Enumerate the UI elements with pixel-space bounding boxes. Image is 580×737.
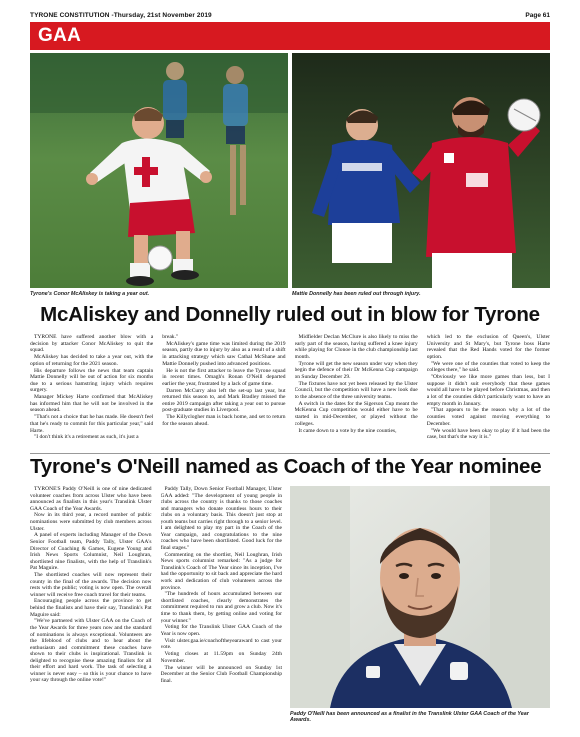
- article1-column-4: [427, 334, 550, 452]
- paragraph: A switch in the dates for the Sigerson Cup meant the McKenna Cup competition would either have to be started in mid-December, or played without the colleges.: [294, 400, 418, 427]
- donnelly-photo-illustration: [292, 53, 550, 288]
- paragraph: McAliskey's game time was limited during the 2019 season, partly due to injury by also as a result of a shift in attacking strategy which saw Cathal McShane and Mattie Donnelly pushed into advanced positions.: [162, 340, 286, 367]
- photo-paddy-oneill: [290, 486, 550, 708]
- paragraph: The shortlisted coaches will now represent their county in the final of the awards. The decision now rests with the public; voting is now open. The overall winner will receive free coach travel for their teams.: [30, 572, 152, 598]
- paragraph: Voting for the Translink Ulster GAA Coach of the Year is now open.: [160, 624, 282, 637]
- paragraph: "The hundreds of hours accumulated between our shortlisted coaches, clearly demonstrates the commitment required to run and grow a club. Now it's time to thank them, by getting online and voting for your winner.": [160, 591, 282, 624]
- article2-column-2: [161, 486, 283, 726]
- section-label: GAA: [38, 25, 82, 46]
- article2-body: [30, 486, 282, 726]
- article1-column-3: [295, 334, 418, 452]
- paragraph: The Killyclogher man is back home, and set to return for the season ahead.: [162, 414, 286, 427]
- article1-column-2: [162, 334, 285, 452]
- paragraph: A panel of experts including Manager of the Down Senior Football team, Paddy Tally, Ulster GAA's Director of Coaching & Games, Eugene Young and Irish News Sports Columnist, Neil Loughran, shortlisted nine finalists, with the help of Translink's Pat Maguire.: [30, 532, 152, 572]
- paragraph: Tyrone will get the new season under way when they begin the defence of their Dr McKenna Cup campaign on Sunday December 29.: [294, 360, 418, 380]
- article1-column-1: [30, 334, 153, 452]
- paragraph: TYRONE have suffered another blow with a decision by attacker Conor McAliskey to quit the squad.: [30, 334, 154, 354]
- paragraph: "We've partnered with Ulster GAA on the Coach of the Year Awards for three years now and the standard of nominations is always exceptional. Volunteers are the lifeblood of clubs and to hear about the enthusiasm and commitment these coaches have shown to their clubs is inspirational. Translink is delighted to recognise these amazing finalists for all their effort and hard work. The task of selecting a winner is never easy – so this is your chance to have your say through the online vote!": [30, 618, 152, 684]
- publication-line: TYRONE CONSTITUTION -Thursday, 21st November 2019: [30, 11, 212, 19]
- article-divider: [30, 453, 550, 454]
- paragraph: Voting closes at 11.59pm on Sunday 24th November.: [160, 651, 282, 664]
- oneill-portrait-illustration: [290, 486, 550, 708]
- caption-mcaliskey: Tyrone's Conor McAliskey is taking a year out.: [30, 291, 150, 297]
- paragraph: "We would have been okay to play if it had been the case, but that's the way it is.": [426, 427, 550, 441]
- paragraph: "That appears to be the reason why a lot of the counties voted against moving everything to December.: [426, 407, 550, 427]
- paragraph: "I don't think it's a retirement as such, it's just a: [34, 434, 139, 441]
- paragraph: Midfielder Declan McClure is also likely to miss the early part of the season, having suffered a knee injury while playing for Clonoe in the club championship last month.: [294, 334, 418, 360]
- paragraph: McAliskey has decided to take a year out, with the option of returning for the 2021 season.: [30, 354, 154, 367]
- paragraph: Manager Mickey Harte confirmed that McAliskey has informed him that he will not be involved in the season ahead.: [30, 394, 154, 414]
- photo-mattie-donnelly: [292, 53, 550, 288]
- paragraph: break.": [162, 334, 179, 340]
- page-number: Page 61: [525, 11, 550, 19]
- mcaliskey-photo-illustration: [30, 53, 288, 288]
- paragraph: Commenting on the shortlist, Neil Loughran, Irish News sports columnist remarked: "As a judge for Translink's Coach of The Year since its inception, I've had the opportunity to sit back and appreciate the hard work and dedication of club volunteers across the province.: [160, 551, 282, 591]
- paragraph: He is not the first attacker to leave the Tyrone squad in recent times. Omagh's Ronan O'Neill departed earlier the year, frustrated by a lack of game time.: [162, 367, 286, 387]
- paragraph: Paddy Tally, Down Senior Football Manager, Ulster GAA added: "The development of young people in clubs across the country is thanks to those coaches and managers who donate countless hours to their clubs on a voluntary basis. This doesn't just stop at youth teams but carries right through to a senior level. I am delighted to play my part in the Coach of the Year campaign, and congratulations to the nine coaches who have been shortlisted. Good luck for the final stages.": [160, 486, 282, 551]
- section-banner: [30, 22, 550, 50]
- article1-headline: McAliskey and Donnelly ruled out in blow for Tyrone: [40, 303, 540, 326]
- masthead: [30, 10, 550, 20]
- paragraph: TYRONE'S Paddy O'Neill is one of nine dedicated volunteer coaches from across Ulster who have been announced as finalists in this year's Translink Ulster GAA Coach of the Year Awards.: [30, 486, 152, 512]
- paragraph: Visit ulster.gaa.ie/coachoftheyearaward to cast your vote.: [160, 637, 282, 651]
- paragraph: The winner will be announced on Sunday 1st December at the Senior Club Football Championship final.: [160, 664, 282, 684]
- article2-column-1: [30, 486, 152, 726]
- paragraph: "That's not a choice that he has made. He doesn't feel that he's ready to commit for this particular year," said Harte.: [30, 414, 154, 434]
- article2-headline: Tyrone's O'Neill named as Coach of the Year nominee: [30, 455, 542, 478]
- paragraph: It came down to a vote by the nine counties,: [298, 427, 397, 434]
- caption-oneill: Paddy O'Neill has been announced as a finalist in the Translink Ulster GAA Coach of the Year Awards.: [290, 711, 529, 723]
- paragraph: which led to the exclusion of Queen's, Ulster University and St Mary's, but Tyrone boss Harte revealed that the Red Hands voted for the former option.: [426, 334, 550, 360]
- caption-donnelly: Mattie Donnelly has been ruled out through injury.: [292, 291, 421, 297]
- paragraph: "We were one of the counties that voted to keep the colleges there," he said.: [426, 360, 550, 374]
- paragraph: Now in its third year, a record number of public nominations were submitted by club members across Ulster.: [30, 512, 152, 532]
- paragraph: Darren McCurry also left the set-up last year, but returned this season to, and Mark Bradley missed the entire 2019 campaign after taking a year out to pursue post-graduate studies in Liverpool.: [162, 387, 286, 414]
- article1-body: [30, 334, 550, 452]
- paragraph: The fixtures have not yet been released by the Ulster Council, but the competition will have a new look due to the absence of the three university teams.: [294, 380, 418, 400]
- paragraph: His departure follows the news that team captain Mattie Donnelly will be out of action for six months due to a serious hamstring injury which requires surgery.: [30, 367, 154, 394]
- paragraph: Encouraging people across the province to get behind the finalists and have their say, Translink's Pat Maguire said:: [30, 598, 152, 618]
- photo-conor-mcaliskey: [30, 53, 288, 288]
- paragraph: "Obviously we like more games than less, but I suppose it didn't suit everybody that these games would all have to be played before Christmas, and then a lot of the counties didn't particularly want to have an empty month in January.: [426, 374, 550, 407]
